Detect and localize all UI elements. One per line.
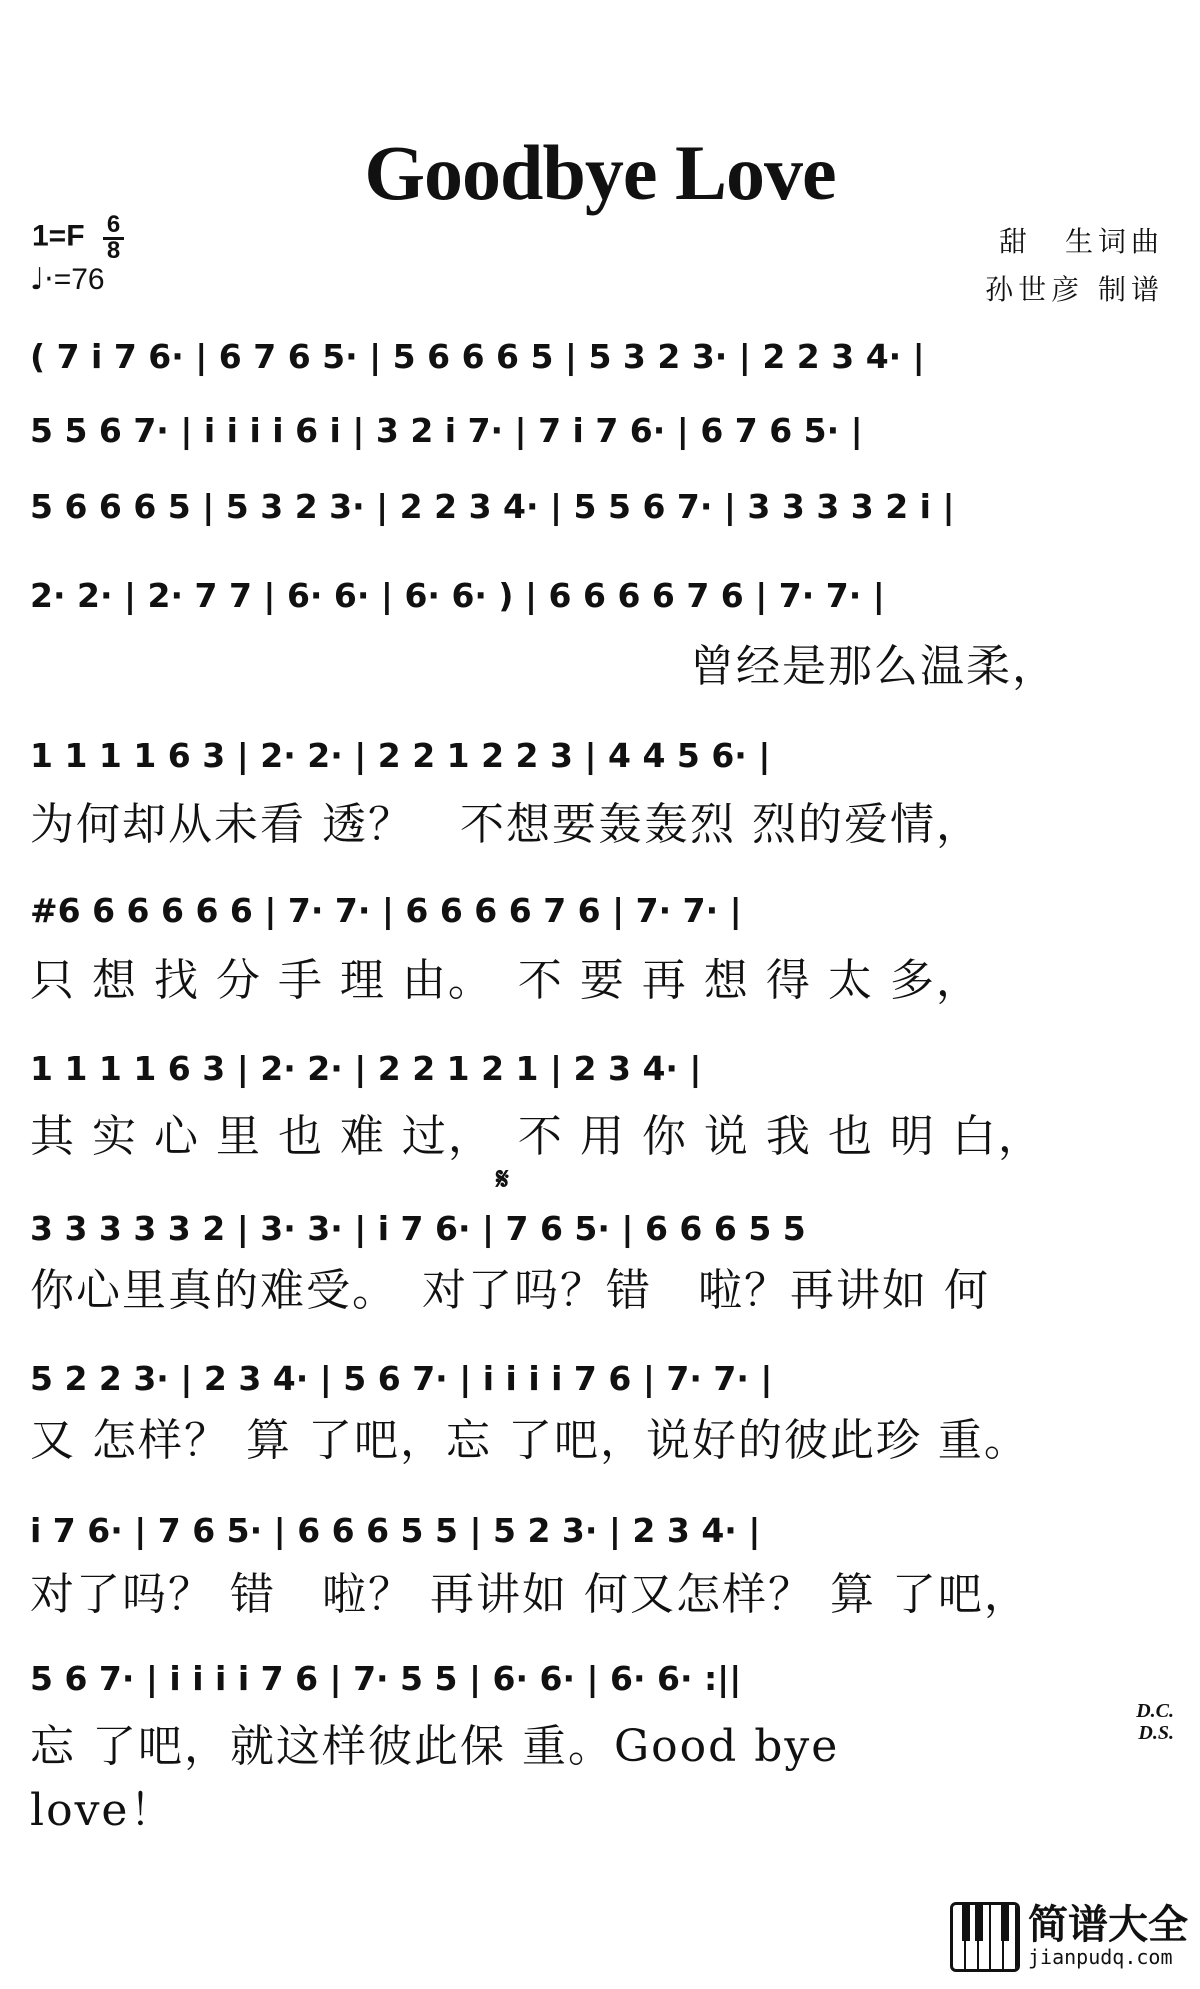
logo-site: jianpudq.com (1028, 1945, 1173, 1969)
notation-row: 1 1 1 1 6 3 | 2· 2· | 2 2 1 2 2 3 | 4 4 5 6· | (30, 735, 771, 775)
ds-marking: D.S. (1138, 1722, 1174, 1744)
notation-row: i 7 6· | 7 6 5· | 6 6 6 5 5 | 5 2 3· | 2 3 4· | (30, 1510, 761, 1550)
notation-row: 5 6 6 6 5 | 5 3 2 3· | 2 2 3 4· | 5 5 6 7· | 3 3 3 3 2 i | (30, 486, 955, 526)
lyric-line: 你心里真的难受。 对了吗？错 啦？再讲如 何 (30, 1265, 990, 1316)
site-logo (950, 1891, 1190, 1983)
dotted-quarter-note-icon: ♩· (30, 262, 54, 297)
notation-row: 3 3 3 3 3 2 | 3· 3· | i 7 6· | 7 6 5· | 6 6 6 5 5 (30, 1208, 806, 1248)
tempo-value: =76 (53, 263, 105, 296)
lyric-line: 为何却从未看 透？ 不想要轰轰烈 烈的爱情， (30, 799, 982, 850)
lyric-line: 忘 了吧，就这样彼此保 重。Good bye love！ (30, 1721, 840, 1836)
key-label: 1=F (32, 219, 85, 253)
notation-row: 2· 2· | 2· 7 7 | 6· 6· | 6· 6· ) | 6 6 6 6 7 6 | 7· 7· | (30, 575, 885, 615)
notation-row: 1 1 1 1 6 3 | 2· 2· | 2 2 1 2 1 | 2 3 4· | (30, 1048, 702, 1088)
notation-row: 5 5 6 7· | i i i i 6 i | 3 2 i 7· | 7 i 7 6· | 6 7 6 5· | (30, 410, 863, 450)
segno-icon: 𝄋 (496, 1162, 509, 1197)
lyric-line: 曾经是那么温柔， (690, 641, 1058, 692)
arranger-credit: 孙世彦 制谱 (985, 273, 1164, 306)
notation-row: #6 6 6 6 6 6 | 7· 7· | 6 6 6 6 7 6 | 7· 7· | (30, 890, 742, 930)
composer-credit: 甜 生词曲 (998, 225, 1164, 258)
time-signature-numerator: 6 (103, 214, 124, 240)
song-title: Goodbye Love (364, 129, 836, 216)
notation-row: 5 6 7· | i i i i 7 6 | 7· 5 5 | 6· 6· | 6· 6· :|| (30, 1658, 742, 1698)
lyric-line: 其 实 心 里 也 难 过， 不 用 你 说 我 也 明 白， (30, 1111, 1044, 1162)
lyric-line: 只 想 找 分 手 理 由。 不 要 再 想 得 太 多， (30, 955, 982, 1006)
repeat-markings (1136, 1700, 1174, 1744)
notation-row: ( 7 i 7 6· | 6 7 6 5· | 5 6 6 6 5 | 5 3 2 3· | 2 2 3 4· | (30, 336, 925, 376)
lyric-line: 又 怎样？ 算 了吧，忘 了吧，说好的彼此珍 重。 (30, 1415, 1030, 1466)
time-signature (103, 211, 124, 264)
key-signature (32, 211, 124, 264)
tempo-marking (30, 262, 105, 297)
piano-keys-icon (950, 1902, 1020, 1972)
logo-brand: 简谱大全 (1028, 1902, 1188, 1948)
notation-row: 5 2 2 3· | 2 3 4· | 5 6 7· | i i i i 7 6 | 7· 7· | (30, 1358, 773, 1398)
lyric-line: 对了吗？ 错 啦？ 再讲如 何又怎样？ 算 了吧， (30, 1569, 1030, 1620)
dc-marking: D.C. (1136, 1700, 1174, 1722)
time-signature-denominator: 8 (106, 236, 121, 264)
